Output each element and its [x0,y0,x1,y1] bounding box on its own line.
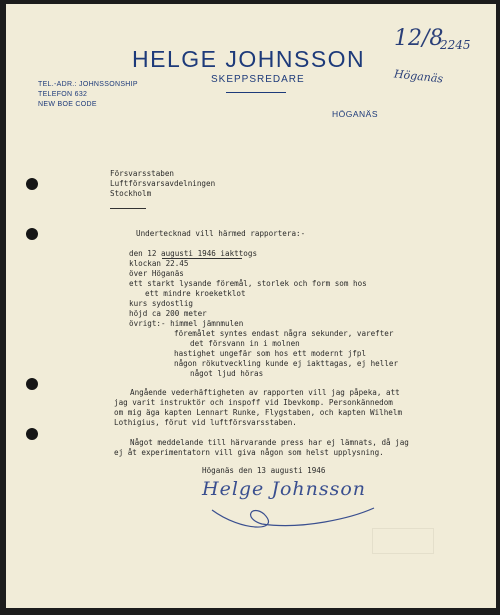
letter-page [6,4,496,608]
letterhead-city: HÖGANÄS [332,109,379,119]
report-line: övrigt:- himmel jämnmulen [129,319,244,328]
report-line: hastighet ungefär som hos ett modernt jfpl [174,349,367,358]
intro-line: Undertecknad vill härmed rapportera:- [136,229,306,238]
letterhead-rule [226,92,286,93]
paragraph-line: Angående vederhäftigheten av rapporten vill jag påpeka, att [130,388,400,397]
paragraph-line: Något meddelande till härvarande press har ej lämnats, då jag [130,438,409,447]
report-line: något ljud höras [190,369,264,378]
report-line: det försvann in i molnen [190,339,300,348]
recipient-underline [110,208,146,209]
paragraph-line: ej åt experimentatorn vill giva någon som helst upplysning. [114,448,384,457]
punch-hole [26,428,38,440]
recipient-line: Luftförsvarsavdelningen [110,179,216,188]
paragraph-line: jag varit instruktör och inspoff vid Ibevkomp. Personkännedom [114,398,393,407]
report-line: ett mindre kroeketklot [145,289,246,298]
punch-hole [26,178,38,190]
handwritten-note-date: 12/8 [394,26,444,51]
company-role: SKEPPSREDARE [211,74,305,85]
contact-telegraph: TEL.-ADR.: JOHNSSONSHIP [38,81,138,88]
report-line: klockan 22.45 [129,259,189,268]
report-line: ett starkt lysande föremål, storlek och form som hos [129,279,367,288]
date-line: Höganäs den 13 augusti 1946 [202,466,326,475]
signature-flourish [202,474,382,534]
punch-hole [26,378,38,390]
company-name: HELGE JOHNSSON [132,46,366,72]
report-line: höjd ca 200 meter [129,309,207,318]
recipient-line: Stockholm [110,189,152,198]
contact-code: NEW BOE CODE [38,101,97,108]
punch-hole [26,228,38,240]
report-line: över Höganäs [129,269,184,278]
contact-phone: TELEFON 632 [38,91,88,98]
report-line: föremålet syntes endast några sekunder, varefter [174,329,394,338]
report-line: någon rökutveckling kunde ej iakttagas, ej heller [174,359,399,368]
report-line: kurs sydostlig [129,299,194,308]
recipient-line: Försvarsstaben [110,169,175,178]
handwritten-place: Höganäs [393,67,444,86]
paragraph-line: om mig äga kapten Lennart Runke, Flygstaben, och kapten Wilhelm [114,408,403,417]
signature: Helge Johnsson [202,478,367,500]
report-line: den 12 augusti 1946 iakttogs [129,249,258,258]
faint-stamp [372,528,434,554]
paragraph-line: Lothigius, förut vid luftförsvarsstaben. [114,418,297,427]
handwritten-number: 2245 [440,38,471,52]
